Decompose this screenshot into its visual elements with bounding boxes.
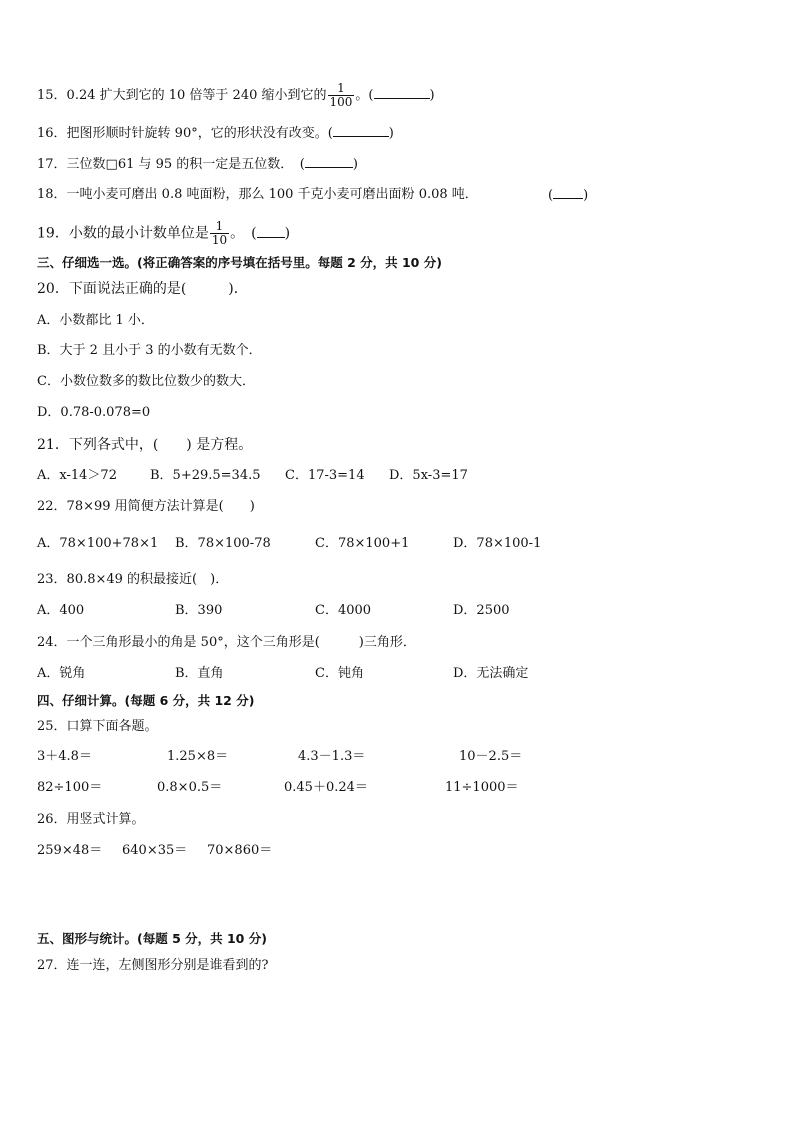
question-15-suffix: 。(: [355, 88, 374, 103]
question-22-stem: 22．78×99 用简便方法计算是( ): [37, 499, 255, 514]
question-20-stem: 20．下面说法正确的是( )．: [37, 281, 248, 297]
oral-calc-item: 4.3－1.3＝: [298, 749, 366, 764]
question-20-option-b[interactable]: B．大于 2 且小于 3 的小数有无数个．: [37, 343, 262, 358]
paren-close: ): [388, 126, 394, 141]
question-22-option-d[interactable]: D．78×100-1: [453, 536, 542, 551]
question-26-stem: 26．用竖式计算。: [37, 812, 145, 827]
oral-calc-item: 0.45＋0.24＝: [284, 780, 368, 795]
section-3-title: 三、仔细选一选。(将正确答案的序号填在括号里。每题 2 分，共 10 分): [37, 255, 442, 270]
vertical-calc-item: 259×48＝: [37, 843, 103, 858]
question-24-option-c[interactable]: C．钝角: [315, 666, 364, 681]
oral-calc-item: 82÷100＝: [37, 780, 103, 795]
question-20-option-d[interactable]: D．0.78-0.078=0: [37, 405, 151, 420]
question-23-option-b[interactable]: B．390: [175, 603, 223, 618]
oral-calc-item: 0.8×0.5＝: [157, 780, 223, 795]
question-15-text: 15．0.24 扩大到它的 10 倍等于 240 缩小到它的: [37, 88, 327, 103]
question-20-option-a[interactable]: A．小数都比 1 小．: [37, 313, 154, 328]
question-17: [37, 155, 358, 174]
paren-close: ): [352, 157, 358, 172]
question-21-option-b[interactable]: B．5+29.5=34.5: [150, 468, 261, 483]
paren-close: ): [284, 225, 291, 242]
question-20-option-c[interactable]: C．小数位数多的数比位数少的数大．: [37, 374, 255, 389]
question-21-stem: 21．下列各式中，( ) 是方程。: [37, 437, 253, 453]
answer-blank[interactable]: [333, 124, 389, 137]
question-23-option-a[interactable]: A．400: [37, 603, 85, 618]
question-19-suffix: 。 (: [230, 225, 257, 242]
question-18-text: 18．一吨小麦可磨出 0.8 吨面粉，那么 100 千克小麦可磨出面粉 0.08 吨．: [37, 187, 478, 202]
question-17-text: 17．三位数□61 与 95 的积一定是五位数． (: [37, 157, 305, 172]
vertical-calc-item: 640×35＝: [122, 843, 188, 858]
question-24-stem: 24．一个三角形最小的角是 50°，这个三角形是( )三角形．: [37, 635, 416, 650]
fraction-1-100: [328, 82, 355, 109]
question-19: [37, 220, 290, 247]
question-21-option-d[interactable]: D．5x-3=17: [389, 468, 468, 483]
question-24-option-b[interactable]: B．直角: [175, 666, 224, 681]
question-24-option-a[interactable]: A．锐角: [37, 666, 86, 681]
vertical-calc-item: 70×860＝: [207, 843, 273, 858]
answer-blank[interactable]: [305, 155, 353, 168]
question-15: [37, 82, 435, 109]
fraction-numerator: 1: [210, 220, 229, 234]
question-22-option-c[interactable]: C．78×100+1: [315, 536, 410, 551]
oral-calc-item: 10－2.5＝: [459, 749, 523, 764]
oral-calc-item: 3＋4.8＝: [37, 749, 92, 764]
question-18-answer: [548, 186, 588, 205]
question-23-option-c[interactable]: C．4000: [315, 603, 372, 618]
section-5-title: 五、图形与统计。(每题 5 分，共 10 分): [37, 931, 267, 946]
answer-blank[interactable]: [374, 86, 430, 99]
question-23-option-d[interactable]: D．2500: [453, 603, 510, 618]
question-25-stem: 25．口算下面各题。: [37, 719, 158, 734]
question-19-text: 19．小数的最小计数单位是: [37, 225, 209, 242]
question-24-option-d[interactable]: D．无法确定: [453, 666, 529, 681]
fraction-numerator: 1: [328, 82, 355, 96]
question-21-option-a[interactable]: A．x-14＞72: [37, 468, 117, 483]
answer-blank[interactable]: [257, 225, 285, 238]
question-22-option-a[interactable]: A．78×100+78×1: [37, 536, 159, 551]
question-16: [37, 124, 394, 143]
question-16-text: 16．把图形顺时针旋转 90°，它的形状没有改变。(: [37, 126, 333, 141]
fraction-denominator: 100: [329, 95, 353, 109]
question-22-option-b[interactable]: B．78×100-78: [175, 536, 271, 551]
paren-open: (: [548, 188, 554, 203]
question-23-stem: 23．80.8×49 的积最接近( )．: [37, 572, 229, 587]
question-27-stem: 27．连一连，左侧图形分别是谁看到的?: [37, 958, 269, 973]
question-18: [37, 186, 478, 204]
paren-close: ): [583, 188, 589, 203]
question-21-option-c[interactable]: C．17-3=14: [285, 468, 365, 483]
paren-close: ): [429, 88, 435, 103]
oral-calc-item: 1.25×8＝: [167, 749, 229, 764]
oral-calc-item: 11÷1000＝: [445, 780, 519, 795]
section-4-title: 四、仔细计算。(每题 6 分，共 12 分): [37, 693, 255, 708]
fraction-denominator: 10: [211, 233, 228, 247]
fraction-1-10: [210, 220, 229, 247]
answer-blank[interactable]: [553, 186, 583, 199]
